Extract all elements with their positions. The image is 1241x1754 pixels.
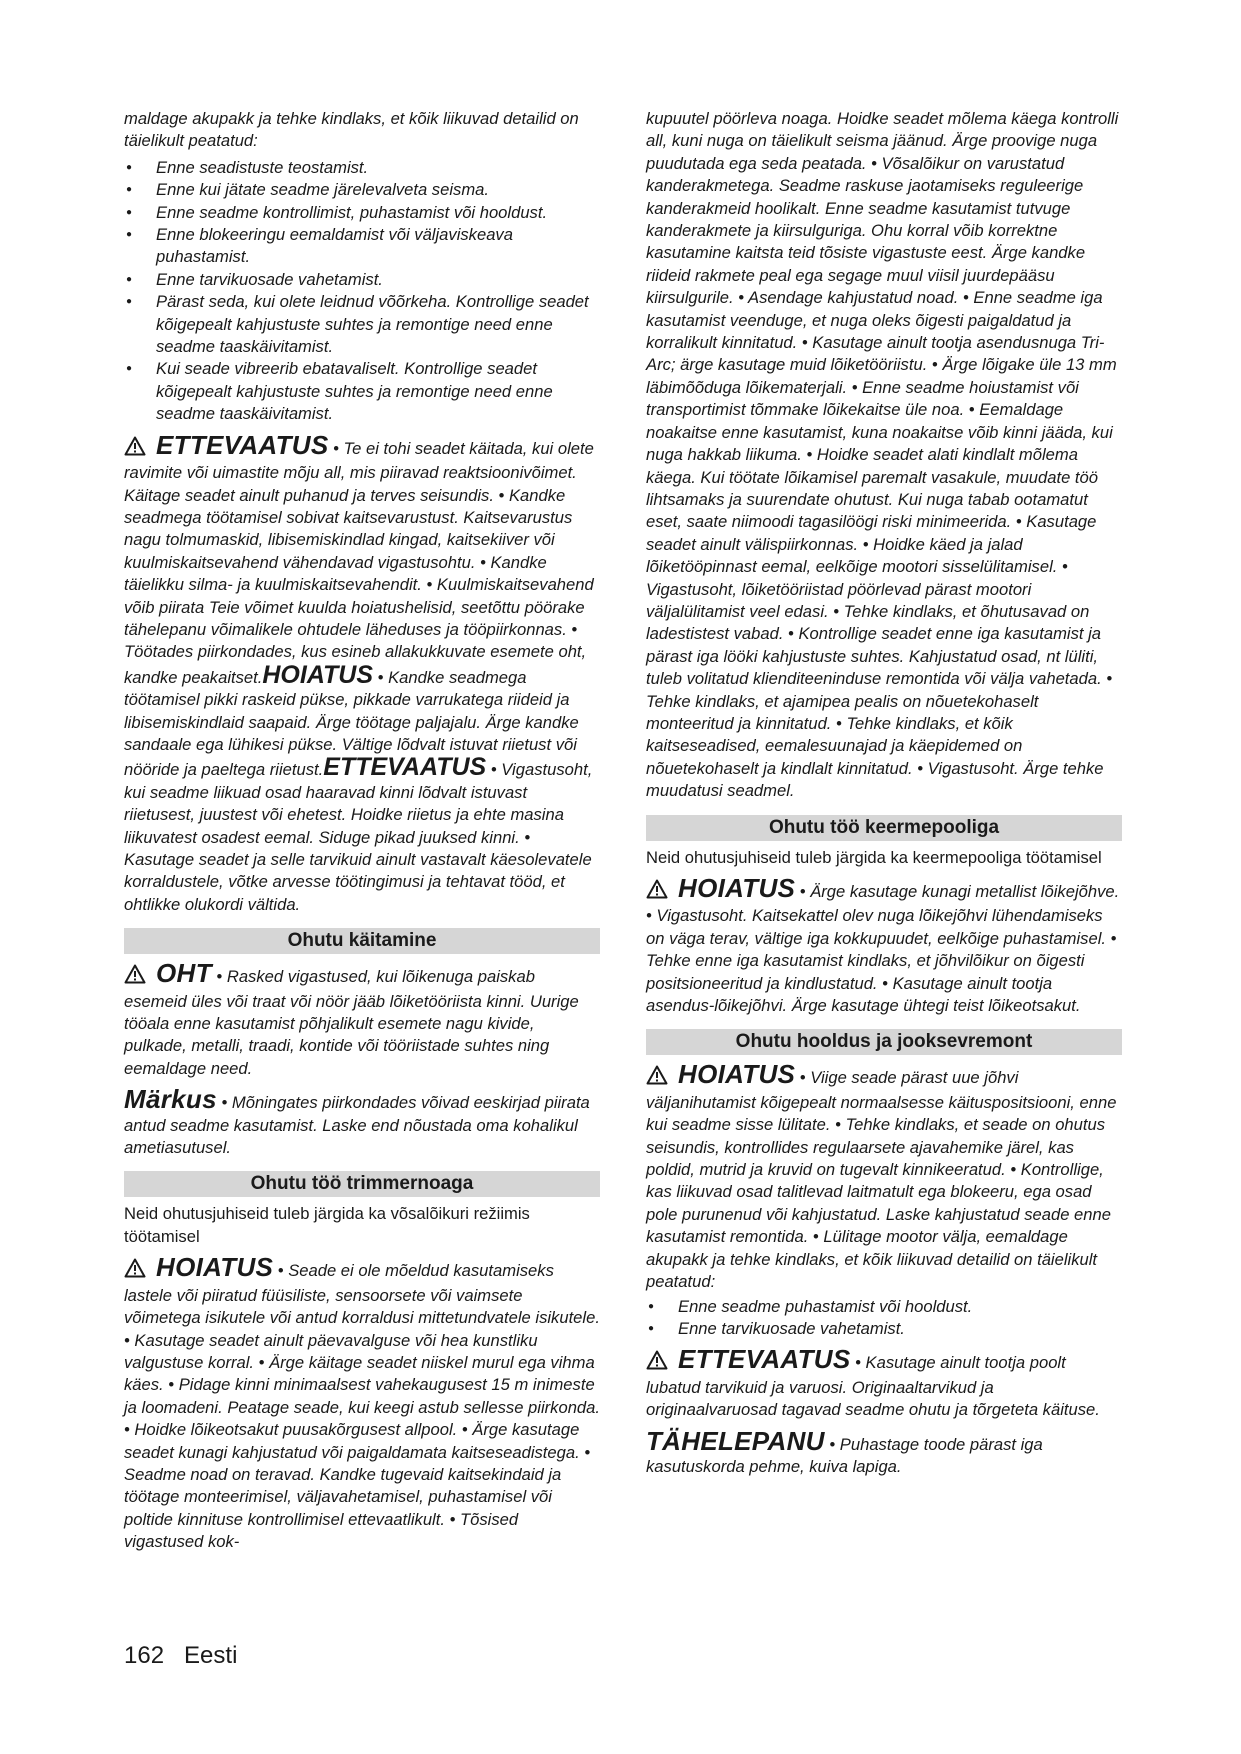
warning-word: HOIATUS: [678, 873, 796, 903]
warning-text: • Ärge kasutage kunagi metallist lõikejõhve. • Vigastusoht. Kaitsekattel olev nuga lõikejõhvi lühendamiseks on väga terav, vältige iga kokkupuudet, eelkõige puhastamisel. • Tehke enne iga kasutamist kindlaks, et jõhvilõikur on õigesti positsioneeritud ja kindlustatud. • Kasutage ainult tootja asendus-lõikejõhvi. Ärge kasutage ühtegi teist lõikeotsakut.: [646, 882, 1120, 1016]
list-item: ● Enne seadme puhastamist või hooldust.: [646, 1296, 1122, 1318]
list-item: ● Pärast seda, kui olete leidnud võõrkeha. Kontrollige seadet kõigepealt kahjustuste suhtes ja remontige need enne seadme taaskäivitamist.: [124, 291, 600, 358]
danger-word: OHT: [156, 958, 212, 989]
warning-triangle-icon: [124, 964, 146, 990]
warning-triangle-icon: [124, 1258, 146, 1284]
note-word: Märkus: [124, 1084, 217, 1115]
caution-word: ETTEVAATUS: [678, 1344, 851, 1375]
list-item: ● Enne blokeeringu eemaldamist või väljaviskeava puhastamist.: [124, 224, 600, 269]
warning-text: • Kandke seadmega töötamisel pikki raskeid pükse, pikkade varrukatega riideid ja libisemiskindlaid saapaid. Ärge töötage paljajalu. Ärge kandke sandaale ega lühikesi pükse. Vältige lõdvalt istuvat riietust või nööride ja paeltega riietust.: [124, 667, 579, 780]
warning-paragraph: [646, 875, 1122, 1017]
attention-word: TÄHELEPANU: [646, 1425, 825, 1456]
danger-text: • Rasked vigastused, kui lõikenuga paiskab esemeid üles või traat või nöör jääb lõiketööriista kinni. Uurige tööala enne kasutamist põhjalikult esemete nagu kivide, pulkade, metalli, traadi, kontide või tööriistade suhtes ning eemaldage need.: [124, 967, 579, 1078]
warning-triangle-icon: [646, 879, 668, 905]
attention-paragraph: [646, 1425, 1122, 1479]
left-column: [124, 108, 600, 1556]
warning-text: • Viige seade pärast uue jõhvi väljanihutamist kõigepealt normaalsesse käituspositsiooni, enne kui seadme sisse lülitate. • Tehke kindlaks, et seade on ohutus seisundis, kontrollides regulaarsete ajavahemike järel, kas poldid, mutrid ja kruvid on tugevalt kinnikeeratud. • Kontrollige, kas liikuvad osad talitlevad laitmatult ega blokeeru, ega osad pole purunenud või kahjustatud. Laske kahjustatud seade enne kasutamist remontida. • Lülitage mootor välja, eemaldage akupakk ja tehke kindlaks, et kõik liikuvad detailid on täielikult peatatud:: [646, 1068, 1117, 1292]
danger-paragraph: [124, 960, 600, 1080]
section-intro: Neid ohutusjuhiseid tuleb järgida ka võsalõikuri režiimis töötamisel: [124, 1204, 530, 1246]
caution-paragraph: [646, 1346, 1122, 1421]
right-column: [646, 108, 1122, 1480]
intro-text: maldage akupakk ja tehke kindlaks, et kõik liikuvad detailid on täielikult peatatud:: [124, 109, 579, 151]
list-item: ● Enne seadistuste teostamist.: [124, 157, 600, 179]
page-number: 162: [124, 1642, 165, 1669]
continuation-text: kupuutel pöörleva noaga. Hoidke seadet mõlema käega kontrolli all, kuni nuga on täielikult seisma jäänud. Ärge proovige nuga puudutada ega seda peatada. • Võsalõikur on varustatud kanderakmetega. Seadme raskuse jaotamiseks reguleerige kanderakmeid hoolikalt. Enne seadme kasutamist tutvuge kanderakmete ja kiirsulguriga. Ohu korral võib korrektne kasutamine kaitsta teid tõsiste vigastuste eest. Ärge kandke riideid rakmete peal ega segage muul viisil juurdepääsu kiirsulgurile. • Asendage kahjustatud noad. • Enne seadme iga kasutamist veenduge, et nuga oleks õigesti paigaldatud ja korralikult kinnitatud. • Kasutage ainult tootja asendusnuga Tri-Arc; ärge kasutage muid lõiketööriistu. • Ärge lõigake üle 13 mm läbimõõduga lõikematerjali. • Enne seadme hoiustamist või transportimist tõmmake lõikekaitse üle noa. • Eemaldage noakaitse enne kasutamist, kuna noakaitse võib kinni jääda, kui nuga hakkab liikuma. • Hoidke seadet alati kindlalt mõlema käega. Kui töötate lõikamisel paremalt vasakule, muudate töö lihtsamaks ja suurendate ohutust. Kui nuga tabab ootamatut eset, saate niimoodi tagasilöögi riski minimeerida. • Kasutage seadet ainult välispiirkonnas. • Hoidke käed ja jalad lõiketööpinnast eemal, eelkõige mootori sisselülitamisel. • Vigastusoht, lõiketööriistad pöörlevad pärast mootori väljalülitamist veel edasi. • Tehke kindlaks, et õhutusavad on ladestistest vabad. • Kontrollige seadet enne iga kasutamist ja pärast iga lööki kahjustuste suhtes. Kahjustatud osad, nt lüliti, tuleb volitatud klienditeeninduse remontida või välja vahetada. • Tehke kindlaks, et ajamipea pealis on nõuetekohaselt monteeritud ja kinnitatud. • Tehke kindlaks, et kõik kaitseseadised, eemalesuunajad ja käepidemed on nõuetekohaselt ja kindlalt kinnitatud. • Vigastusoht. Ärge tehke muudatusi seadmel.: [646, 109, 1119, 801]
note-text: • Mõningates piirkondades võivad eeskirjad piirata antud seadme kasutamist. Laske end nõustada oma kohalikul ametiasutusel.: [124, 1093, 590, 1158]
list-item: ● Kui seade vibreerib ebatavaliselt. Kontrollige seadet kõigepealt kahjustuste suhtes ja remontige need enne seadme taaskäivitamist.: [124, 358, 600, 425]
section-heading: Ohutu töö keermepooliga: [646, 815, 1122, 841]
bullet-list: [124, 157, 600, 426]
warning-word: HOIATUS: [678, 1059, 796, 1090]
section-heading: Ohutu käitamine: [124, 928, 600, 954]
warning-word: HOIATUS: [156, 1252, 274, 1283]
warning-triangle-icon: [124, 436, 146, 462]
caution-word: ETTEVAATUS: [156, 429, 329, 460]
warning-text: • Seade ei ole mõeldud kasutamiseks lastele või piiratud füüsiliste, sensoorsete või vaimsete võimetega isikutele või antud korraldusi mittetundvatele isikutele. • Kasutage seadet ainult päevavalguse või hea kunstliku valgustuse korral. • Ärge käitage seadet niiskel murul ega vihma käes. • Pidage kinni minimaalsest vahekaugusest 15 m inimeste ja loomadeni. Peatage seade, kui keegi astub sellesse piirkonda. • Hoidke lõikeotsakut puusakõrgusest allpool. • Ärge kasutage seadet kunagi kahjustatud või paigaldamata kaitseseadistega. • Seadme noad on teravad. Kandke tugevaid kaitsekindaid ja töötage monteerimisel, väljavahetamisel, puhastamisel või poltide kinnituse kontrollimisel ettevaatlikult. • Tõsised vigastused kok-: [124, 1261, 600, 1552]
bullet-list: [646, 1296, 1122, 1341]
page-footer: [124, 1642, 257, 1670]
attention-text: • Puhastage toode pärast iga kasutuskorda pehme, kuiva lapiga.: [646, 1434, 1043, 1476]
list-item: ● Enne tarvikuosade vahetamist.: [646, 1318, 1122, 1340]
section-heading: Ohutu hooldus ja jooksevremont: [646, 1029, 1122, 1055]
warning-paragraph: [124, 1254, 600, 1553]
footer-language: Eesti: [184, 1642, 238, 1669]
note-paragraph: [124, 1086, 600, 1159]
caution-paragraph: [124, 429, 600, 917]
list-item: ● Enne kui jätate seadme järelevalveta seisma.: [124, 179, 600, 201]
caution-text: • Te ei tohi seadet käitada, kui olete ravimite või uimastite mõju all, mis piiravad reaktsioonivõimet. Käitage seadet ainult puhanud ja terves seisundis. • Kandke seadmega töötamisel sobivat kaitsevarustust. Kaitsevarustus nagu tolmumaskid, libisemiskindlad kingad, kaitsekiiver või kuulmiskaitsevahend vähendavad vigastusohtu. • Kandke täielikku silma- ja kuulmiskaitsevahendit. • Kuulmiskaitsevahend võib piirata Teie võimet kuulda hoiatushelisid, seetõttu pöörake tähelepanu võimalikele ohtudele läheduses ja tööpiirkonnas. • Töötades piirkondades, kus esineb allakukkuvate esemete oht, kandke peakaitset.: [124, 438, 594, 687]
section-heading: Ohutu töö trimmernoaga: [124, 1171, 600, 1197]
warning-triangle-icon: [646, 1065, 668, 1091]
caution-text: • Kasutage ainult tootja poolt lubatud tarvikuid ja varuosi. Originaaltarvikud ja originaalvaruosad tagavad seadme ohutu ja tõrgeteta käituse.: [646, 1353, 1100, 1420]
caution-text: • Vigastusoht, kui seadme liikuad osad haaravad kinni lõdvalt istuvast riietusest, juustest või ehetest. Hoidke riietus ja ehte masina liikuvatest osadest eemal. Siduge pikad juuksed kinni. • Kasutage seadet ja selle tarvikuid ainult vastavalt käesolevatele korraldustele, võtke arvesse töötingimusi ja tehtavat tööd, et ohtlikke olukordi vältida.: [124, 760, 593, 914]
warning-word: HOIATUS: [262, 660, 374, 689]
section-intro: Neid ohutusjuhiseid tuleb järgida ka keermepooliga töötamisel: [646, 847, 1102, 867]
warning-triangle-icon: [646, 1350, 668, 1376]
caution-word: ETTEVAATUS: [323, 753, 487, 782]
warning-paragraph: [646, 1061, 1122, 1293]
list-item: ● Enne seadme kontrollimist, puhastamist või hooldust.: [124, 202, 600, 224]
list-item: ● Enne tarvikuosade vahetamist.: [124, 269, 600, 291]
